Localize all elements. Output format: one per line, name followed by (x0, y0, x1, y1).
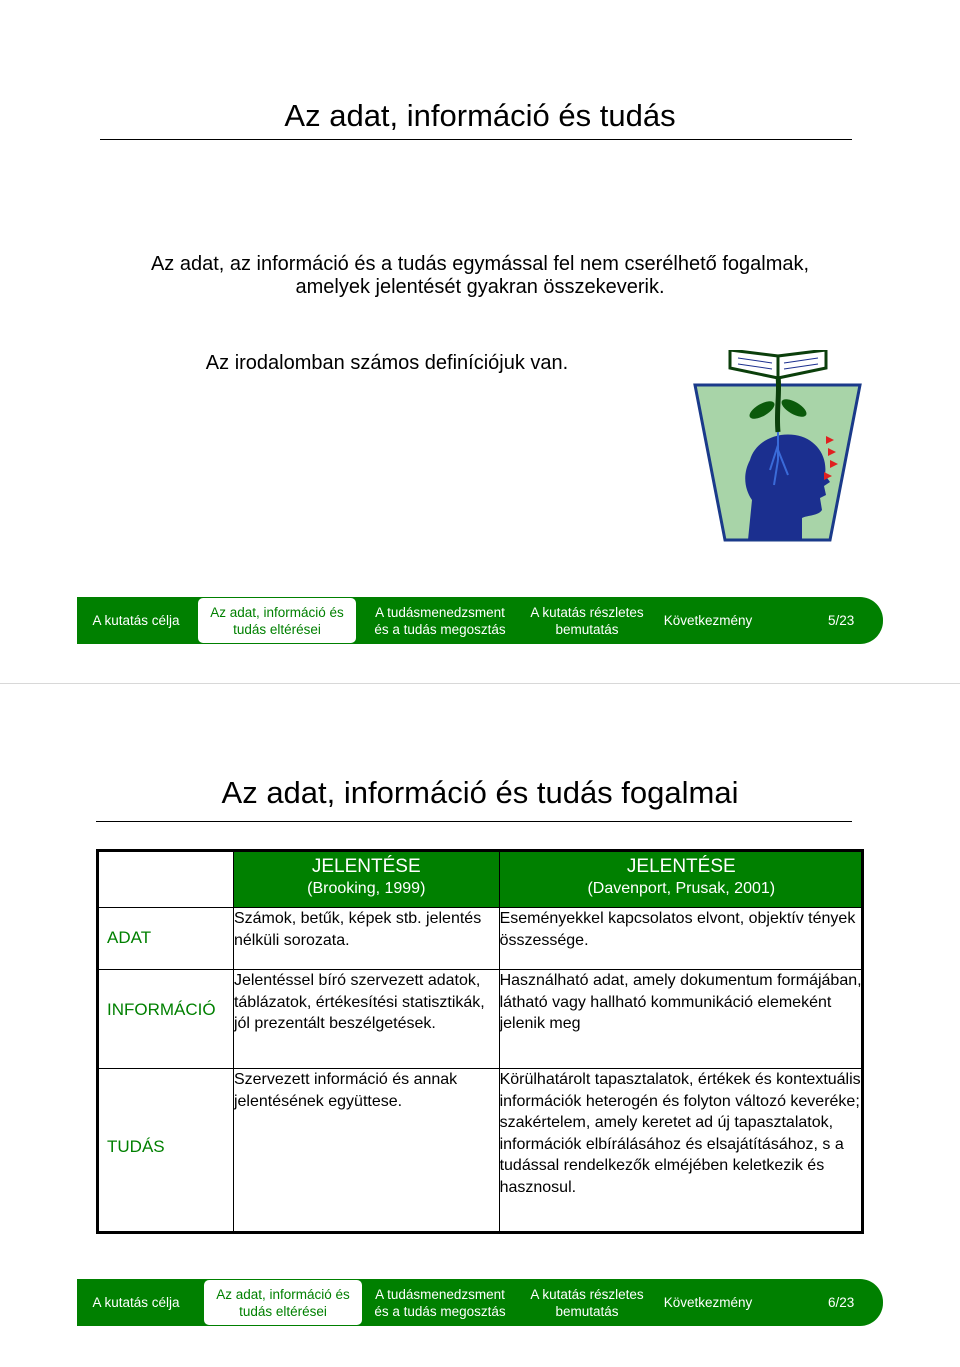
nav-item-adat-informacio-tudas[interactable]: Az adat, információ és tudás eltérései (203, 1279, 363, 1326)
nav-item-kutatas-reszletes[interactable]: A kutatás részletes bemutatás (530, 1286, 644, 1319)
slide-5 (0, 0, 960, 683)
body-text-line-1: Az adat, az információ és a tudás egymással fel nem cserélhető fogalmak, (150, 253, 810, 275)
cell-davenport: Körülhatárolt tapasztalatok, értékek és kontextuális információk heterogén és folyton változó keveréke; szakértelem, amely keretet ad új tapasztalatok, információk elbírálásához és elsajátításához, s a tudással rendelkezők elméjében keletkezik és hasznosul. (499, 1069, 863, 1233)
cell-brooking: Szervezett információ és annak jelentésének együttese. (233, 1069, 499, 1233)
navigation-bar (77, 597, 883, 644)
row-label-informacio: INFORMÁCIÓ (97, 970, 234, 1069)
column-header-source: (Brooking, 1999) (307, 880, 426, 897)
page-number: 5/23 (828, 613, 855, 628)
cell-davenport: Használható adat, amely dokumentum formájában, látható vagy hallható kommunikáció elemeként jelenik meg (499, 970, 863, 1069)
nav-item-kutatas-celja[interactable]: A kutatás célja (92, 613, 180, 628)
column-header-title: JELENTÉSE (311, 856, 421, 877)
cell-brooking: Számok, betűk, képek stb. jelentés nélküli sorozata. (233, 908, 499, 970)
column-header-davenport (499, 850, 863, 908)
nav-item-adat-informacio-tudas[interactable]: Az adat, információ és tudás eltérései (197, 597, 357, 644)
cell-davenport: Eseményekkel kapcsolatos elvont, objektív tények összessége. (499, 908, 863, 970)
row-label-adat: ADAT (97, 908, 234, 970)
table-corner-cell (97, 850, 234, 908)
nav-item-kutatas-reszletes[interactable]: A kutatás részletes bemutatás (530, 604, 644, 637)
cell-brooking: Jelentéssel bíró szervezett adatok, táblázatok, értékesítési statisztikák, jól prezentált beszélgetések. (233, 970, 499, 1069)
nav-item-kovetkezmeny[interactable]: Következmény (663, 1295, 753, 1310)
nav-item-tudasmenedzsment[interactable]: A tudásmenedzsment és a tudás megosztás (374, 1286, 506, 1319)
nav-item-kutatas-celja[interactable]: A kutatás célja (92, 1295, 180, 1310)
table-row (97, 908, 864, 970)
table-header-row (97, 850, 864, 908)
book-tree-head-icon (690, 350, 870, 545)
nav-item-tudasmenedzsment[interactable]: A tudásmenedzsment és a tudás megosztás (374, 604, 506, 637)
table-row (97, 1069, 864, 1233)
title-underline (96, 821, 852, 822)
slide-6 (0, 684, 960, 1367)
row-label-tudas: TUDÁS (97, 1069, 234, 1233)
body-text-line-2: amelyek jelentését gyakran összekeverik. (295, 276, 665, 298)
table-row (97, 970, 864, 1069)
navigation-bar (77, 1279, 883, 1326)
slide-title: Az adat, információ és tudás (284, 98, 676, 133)
column-header-source: (Davenport, Prusak, 2001) (587, 880, 776, 897)
body-text-line-3: Az irodalomban számos definíciójuk van. (205, 352, 569, 374)
column-header-brooking (233, 850, 499, 908)
nav-item-kovetkezmeny[interactable]: Következmény (663, 613, 753, 628)
page-number: 6/23 (828, 1295, 855, 1310)
slide-title: Az adat, információ és tudás fogalmai (221, 775, 739, 810)
title-underline (100, 139, 852, 140)
definitions-table (96, 849, 864, 1233)
column-header-title: JELENTÉSE (626, 856, 736, 877)
